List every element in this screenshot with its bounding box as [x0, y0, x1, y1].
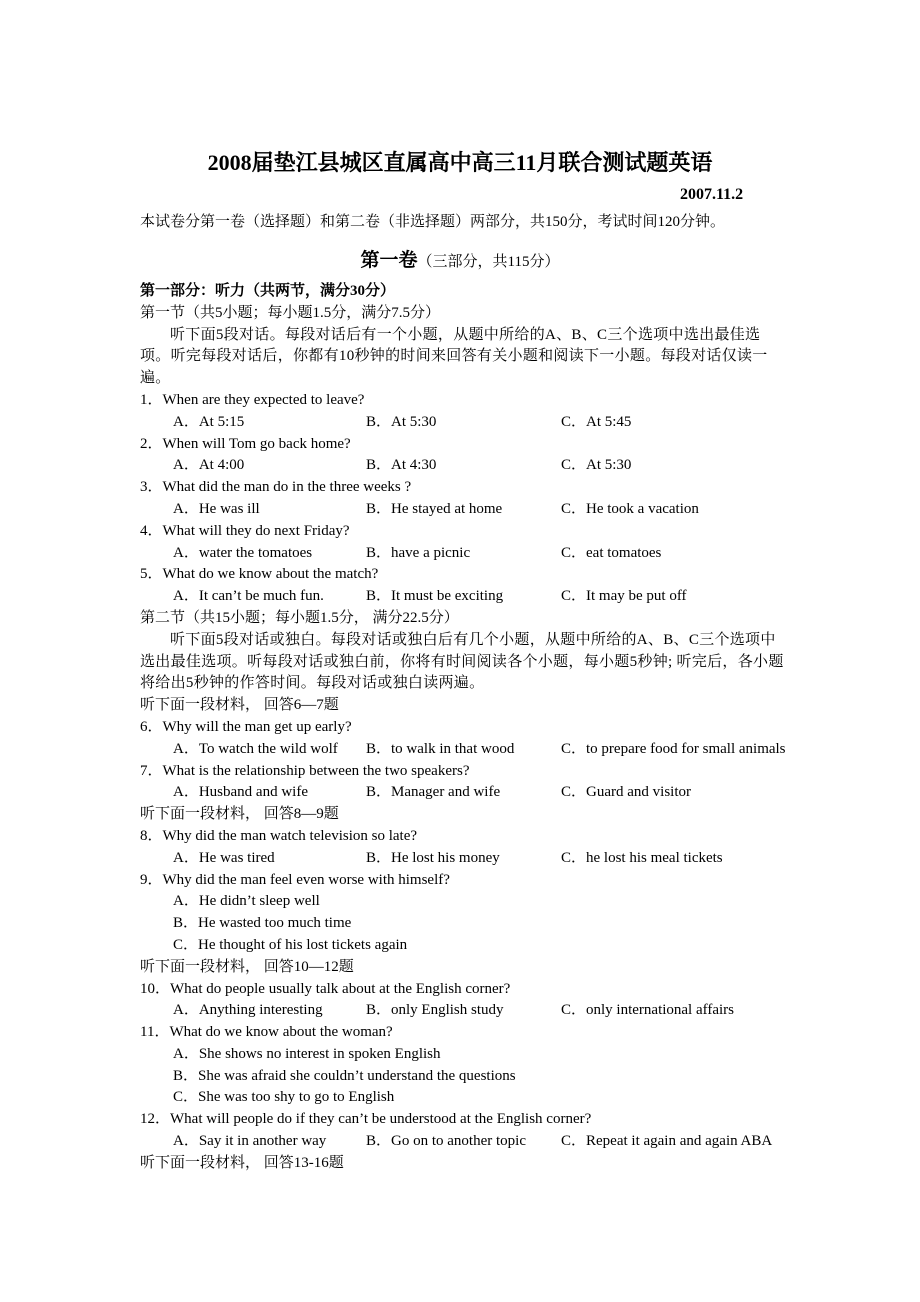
- question: 8．Why did the man watch television so late?: [140, 827, 418, 844]
- answer-option: A．He didn’t sleep well: [173, 893, 320, 910]
- option-row: [140, 739, 790, 761]
- answer-option: B．He lost his money: [366, 849, 500, 866]
- option-row: [140, 543, 790, 565]
- option-row: [140, 1131, 790, 1153]
- question: 2．When will Tom go back home?: [140, 435, 351, 452]
- section-text: 第一节（共5小题；每小题1.5分，满分7.5分）: [140, 304, 441, 321]
- question: 3．What did the man do in the three weeks ?: [140, 479, 412, 496]
- exam-intro: 本试卷分第一卷（选择题）和第二卷（非选择题）两部分，共150分，考试时间120分钟。: [140, 214, 726, 230]
- answer-option: C．only international affairs: [561, 1002, 735, 1019]
- answer-option: B．She was afraid she couldn’t understand the questions: [173, 1067, 516, 1084]
- answer-option: A．Husband and wife: [173, 784, 308, 801]
- question: 12．What will people do if they can’t be understood at the English corner?: [140, 1111, 592, 1128]
- question: 7．What is the relationship between the two speakers?: [140, 762, 470, 779]
- section-text: 听下面一段材料， 回答10—12题: [140, 958, 354, 975]
- question: 11．What do we know about the woman?: [140, 1024, 393, 1041]
- option-row: [140, 1000, 790, 1022]
- answer-option: B．He wasted too much time: [173, 915, 352, 932]
- option-row: [140, 782, 790, 804]
- answer-option: A．She shows no interest in spoken English: [173, 1045, 441, 1062]
- option-row: [140, 455, 790, 477]
- question: 10．What do people usually talk about at the English corner?: [140, 980, 511, 997]
- answer-option: C．He thought of his lost tickets again: [173, 936, 408, 953]
- answer-option: A．To watch the wild wolf: [173, 740, 338, 757]
- volume-note: （三部分，共115分）: [417, 254, 560, 270]
- option-row: [140, 412, 790, 434]
- question: 9．Why did the man feel even worse with himself?: [140, 871, 450, 888]
- option-row: [140, 848, 790, 870]
- option-row: [140, 586, 790, 608]
- answer-option: B．At 5:30: [366, 413, 437, 430]
- answer-option: A．Say it in another way: [173, 1133, 327, 1150]
- answer-option: A．He was ill: [173, 500, 260, 517]
- answer-option: A．He was tired: [173, 849, 275, 866]
- answer-option: A．water the tomatoes: [173, 544, 313, 561]
- answer-option: C．to prepare food for small animals: [561, 740, 786, 757]
- answer-option: C．It may be put off: [561, 588, 687, 605]
- document-title: 2008届垫江县城区直属高中高三11月联合测试题英语: [207, 150, 713, 175]
- answer-option: B．have a picnic: [366, 544, 471, 561]
- question: 5．What do we know about the match?: [140, 566, 379, 583]
- section-text: 听下面一段材料， 回答8—9题: [140, 806, 339, 823]
- answer-option: C．She was too shy to go to English: [173, 1089, 395, 1106]
- answer-option: C．He took a vacation: [561, 500, 699, 517]
- answer-option: A．At 4:00: [173, 457, 245, 474]
- section-heading: 第一部分：听力（共两节，满分30分）: [140, 283, 396, 299]
- section-text: 第二节（共15小题；每小题1.5分， 满分22.5分）: [140, 609, 459, 626]
- answer-option: C．At 5:30: [561, 457, 632, 474]
- answer-option: A．Anything interesting: [173, 1002, 323, 1019]
- answer-option: C．eat tomatoes: [561, 544, 662, 561]
- answer-option: A．At 5:15: [173, 413, 245, 430]
- answer-option: B．Go on to another topic: [366, 1133, 526, 1150]
- volume-heading: [0, 245, 920, 272]
- instruction-paragraph: 听下面5段对话或独白。每段对话或独白后有几个小题，从题中所给的A、B、C三个选项中选出最佳选项。听每段对话或独白前，你将有时间阅读各个小题，每小题5秒钟; 听完后，各小题将给出5秒钟的作答时间。每段对话或独白读两遍。: [140, 631, 784, 692]
- document-body: [140, 281, 790, 1175]
- question: 4．What will they do next Friday?: [140, 522, 350, 539]
- answer-option: C．he lost his meal tickets: [561, 849, 723, 866]
- answer-option: C．Guard and visitor: [561, 784, 691, 801]
- document-date: 2007.11.2: [680, 186, 744, 203]
- answer-option: C．At 5:45: [561, 413, 632, 430]
- answer-option: B．to walk in that wood: [366, 740, 515, 757]
- answer-option: A．It can’t be much fun.: [173, 588, 324, 605]
- answer-option: C．Repeat it again and again ABA: [561, 1133, 773, 1150]
- option-row: [140, 499, 790, 521]
- answer-option: B．At 4:30: [366, 457, 437, 474]
- answer-option: B．Manager and wife: [366, 784, 501, 801]
- volume-title: 第一卷: [360, 250, 418, 271]
- question: 1．When are they expected to leave?: [140, 391, 365, 408]
- question: 6．Why will the man get up early?: [140, 718, 352, 735]
- answer-option: B．He stayed at home: [366, 500, 503, 517]
- instruction-paragraph: 听下面5段对话。每段对话后有一个小题，从题中所给的A、B、C三个选项中选出最佳选项。听完每段对话后，你都有10秒钟的时间来回答有关小题和阅读下一小题。每段对话仅读一遍。: [140, 326, 768, 387]
- answer-option: B．only English study: [366, 1002, 504, 1019]
- section-text: 听下面一段材料， 回答13-16题: [140, 1154, 344, 1171]
- answer-option: B．It must be exciting: [366, 588, 504, 605]
- section-text: 听下面一段材料， 回答6—7题: [140, 697, 339, 714]
